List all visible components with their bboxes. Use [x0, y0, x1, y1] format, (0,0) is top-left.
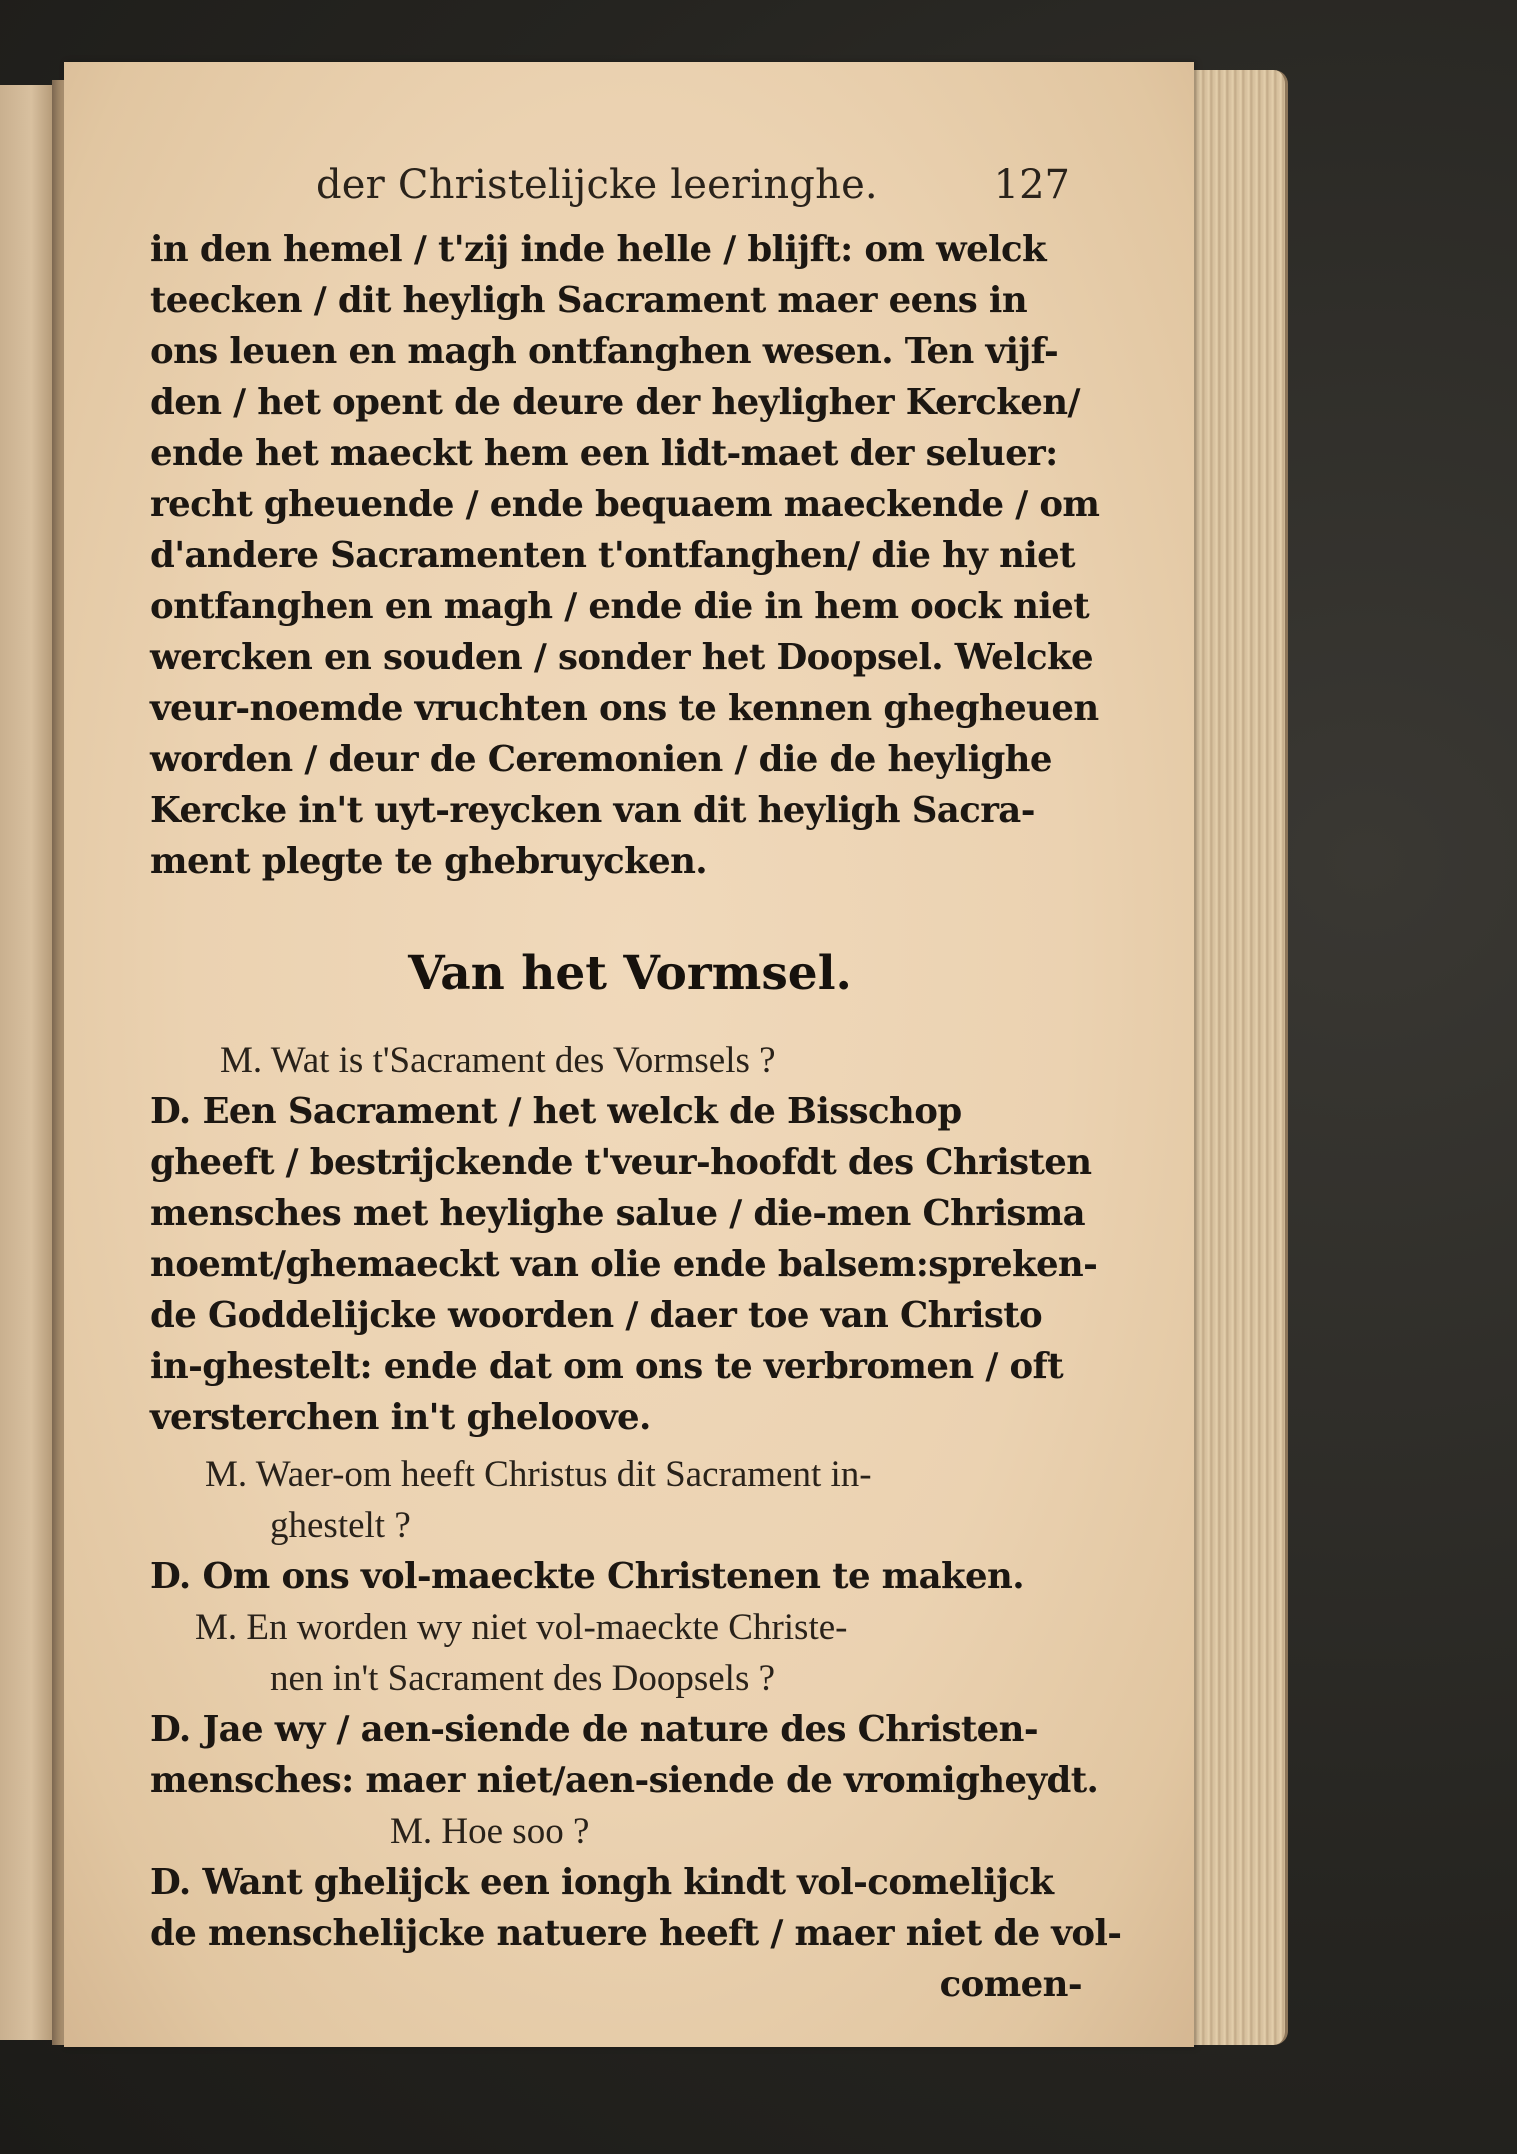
question-line: M. Waer-om heeft Christus dit Sacrament in-: [205, 1454, 872, 1495]
section-heading: Van het Vormsel.: [408, 946, 852, 1001]
intro-paragraph: [150, 224, 1110, 887]
question-line: M. Hoe soo ?: [390, 1811, 590, 1852]
text-line: Kercke in't uyt-reycken van dit heyligh Sacra-: [150, 790, 1035, 831]
text-line: ment plegte te ghebruycken.: [150, 841, 708, 882]
answer-line: de menschelijcke natuere heeft / maer niet de vol-: [150, 1913, 1122, 1954]
question-line: M. Wat is t'Sacrament des Vormsels ?: [220, 1040, 776, 1081]
text-line: ons leuen en magh ontfanghen wesen. Ten vijf-: [150, 331, 1059, 372]
text-line: teecken / dit heyligh Sacrament maer eens in: [150, 280, 1028, 321]
book-page: [64, 62, 1194, 2047]
answer-line: noemt/ghemaeckt van olie ende balsem:spreken-: [150, 1244, 1098, 1285]
text-line: wercken en souden / sonder het Doopsel. Welcke: [150, 637, 1094, 678]
text-line: d'andere Sacramenten t'ontfanghen/ die hy niet: [150, 535, 1075, 576]
answer-line: menschеs met heylighe salue / die-men Chrisma: [150, 1193, 1086, 1234]
text-line: ende het maeckt hem een lidt-maet der seluer:: [150, 433, 1058, 474]
question-line: nen in't Sacrament des Doopsels ?: [270, 1658, 776, 1699]
text-line: ontfanghen en magh / ende die in hem oock niet: [150, 586, 1089, 627]
text-line: den / het opent de deure der heyligher Kercken/: [150, 382, 1080, 423]
question-line: ghestelt ?: [270, 1505, 411, 1546]
question-line: M. En worden wy niet vol-maeckte Christe-: [195, 1607, 848, 1648]
answer-line: versterchen in't gheloove.: [150, 1397, 651, 1438]
answer-line: in-ghestelt: ende dat om ons te verbromen / oft: [150, 1346, 1064, 1387]
text-line: recht gheuende / ende bequaem maeckende / om: [150, 484, 1100, 525]
text-line: veur-noemde vruchten ons te kennen ghegheuen: [150, 688, 1099, 729]
running-head: [150, 162, 1110, 224]
running-head-title: der Christelijcke leeringhe.: [316, 162, 878, 208]
catchword: comen-: [939, 1964, 1082, 2005]
page-number: 127: [993, 162, 1070, 208]
facing-page-edge: [0, 85, 54, 2040]
answer-line: D. Want ghelijck een iongh kindt vol-comelijck: [150, 1862, 1054, 1903]
answer-line: de Goddelijcke woorden / daer toe van Christo: [150, 1295, 1043, 1336]
answer-line: D. Om ons vol-maeckte Christenen te maken.: [150, 1556, 1025, 1597]
answer-line: gheeft / bestrijckende t'veur-hoofdt des Christen: [150, 1142, 1092, 1183]
answer-line: D. Een Sacrament / het welck de Bisschop: [150, 1091, 962, 1132]
answer-line: D. Jae wy / aen-siende de nature des Christen-: [150, 1709, 1038, 1750]
page-text: [150, 162, 1122, 2010]
text-line: worden / deur de Ceremonien / die de heylighe: [150, 739, 1052, 780]
text-line: in den hemel / t'zij inde helle / blijft: om welck: [150, 229, 1046, 270]
answer-line: menschеs: maer niet/aen-siende de vromigheydt.: [150, 1760, 1099, 1801]
answer-block: [150, 1086, 1110, 1443]
